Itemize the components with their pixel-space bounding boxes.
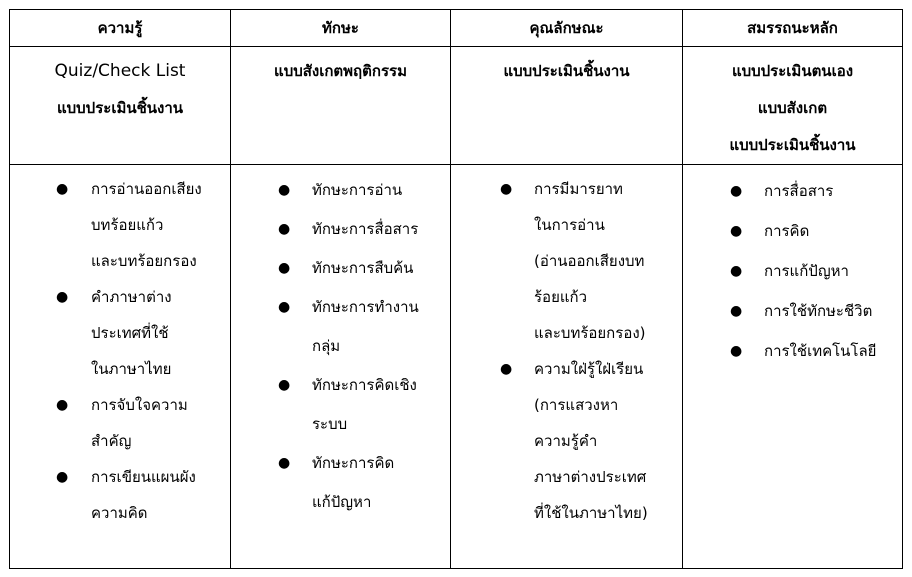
list-item — [231, 171, 450, 210]
method-row — [10, 47, 903, 165]
bullet-icon: ● — [730, 303, 743, 319]
list-item-text: ทักษะการสื่อสาร — [312, 220, 419, 238]
list-item-text: ความใฝ่รู้ใฝ่เรียน — [534, 360, 644, 378]
method-work-assessment: แบบประเมินชิ้นงาน — [56, 99, 184, 117]
bullet-icon: ● — [56, 289, 69, 305]
method-quiz: Quiz/Check List — [54, 61, 186, 81]
header-row — [10, 10, 903, 47]
competencies-list — [683, 171, 902, 371]
list-item — [231, 444, 450, 522]
attributes-cell — [451, 165, 683, 569]
knowledge-list — [10, 171, 230, 531]
list-item-text: บทร้อยแก้ว — [91, 216, 164, 234]
list-item — [10, 387, 230, 459]
list-item-text: การเขียนแผนผัง — [91, 468, 196, 486]
bullet-icon: ● — [278, 455, 291, 471]
list-item-text: ทักษะการคิด — [312, 454, 395, 472]
list-item-text: ทักษะการทำงาน — [312, 298, 419, 316]
bullet-icon: ● — [56, 469, 69, 485]
list-item-text: ภาษาต่างประเทศ — [534, 468, 647, 486]
bullet-icon: ● — [278, 260, 291, 276]
list-item-text: และบทร้อยกรอง — [91, 252, 197, 270]
list-item-text: การแก้ปัญหา — [764, 262, 849, 280]
method-behavior-observation: แบบสังเกตพฤติกรรม — [274, 62, 407, 80]
list-item — [231, 210, 450, 249]
bullet-icon: ● — [278, 221, 291, 237]
list-item-text: (อ่านออกเสียงบท — [534, 252, 645, 270]
list-item-text: ร้อยแก้ว — [534, 288, 588, 306]
bullet-icon: ● — [730, 343, 743, 359]
list-item — [683, 331, 902, 371]
list-item — [10, 459, 230, 531]
header-knowledge: ความรู้ — [10, 10, 231, 47]
list-item-text: ประเทศที่ใช้ — [91, 324, 169, 342]
bullet-icon: ● — [500, 181, 513, 197]
bullet-icon: ● — [278, 377, 291, 393]
content-row — [10, 165, 903, 569]
list-item — [451, 351, 682, 531]
list-item — [683, 211, 902, 251]
list-item-text: ทักษะการสืบค้น — [312, 259, 414, 277]
list-item — [10, 171, 230, 279]
list-item-text: กลุ่ม — [312, 337, 341, 355]
list-item-text: การมีมารยาท — [534, 180, 623, 198]
list-item-text: สำคัญ — [91, 432, 132, 450]
list-item — [683, 291, 902, 331]
list-item — [451, 171, 682, 351]
bullet-icon: ● — [730, 263, 743, 279]
list-item-text: คำภาษาต่าง — [91, 288, 172, 306]
list-item-text: ความรู้คำ — [534, 432, 598, 450]
bullet-icon: ● — [500, 361, 513, 377]
list-item-text: การใช้ทักษะชีวิต — [764, 302, 873, 320]
list-item — [231, 288, 450, 366]
list-item-text: (การแสวงหา — [534, 396, 619, 414]
method-work-assessment: แบบประเมินชิ้นงาน — [503, 62, 630, 80]
header-competencies: สมรรถนะหลัก — [683, 10, 903, 47]
list-item-text: ในการอ่าน — [534, 216, 605, 234]
list-item-text: การคิด — [764, 222, 810, 240]
list-item — [683, 171, 902, 211]
method-self-assessment: แบบประเมินตนเอง — [731, 62, 854, 80]
list-item-text: ทักษะการคิดเชิง — [312, 376, 417, 394]
list-item-text: แก้ปัญหา — [312, 493, 372, 511]
list-item-text: การสื่อสาร — [764, 182, 834, 200]
bullet-icon: ● — [730, 223, 743, 239]
list-item-text: และบทร้อยกรอง) — [534, 324, 646, 342]
list-item-text: ทักษะการอ่าน — [312, 181, 403, 199]
bullet-icon: ● — [278, 182, 291, 198]
list-item-text: ความคิด — [91, 504, 148, 522]
methods-skills — [231, 47, 451, 165]
skills-list — [231, 171, 450, 522]
header-skills: ทักษะ — [231, 10, 451, 47]
list-item-text: ในภาษาไทย — [91, 360, 172, 378]
list-item-text: ระบบ — [312, 415, 348, 433]
methods-competencies — [683, 47, 903, 165]
skills-cell — [231, 165, 451, 569]
list-item-text: ที่ใช้ในภาษาไทย) — [534, 504, 648, 522]
bullet-icon: ● — [56, 181, 69, 197]
list-item-text: การจับใจความ — [91, 396, 188, 414]
list-item — [683, 251, 902, 291]
bullet-icon: ● — [730, 183, 743, 199]
bullet-icon: ● — [56, 397, 69, 413]
method-work-assessment: แบบประเมินชิ้นงาน — [729, 136, 856, 154]
assessment-table — [9, 9, 903, 569]
list-item — [10, 279, 230, 387]
list-item — [231, 249, 450, 288]
method-observation: แบบสังเกต — [757, 99, 828, 117]
attributes-list — [451, 171, 682, 531]
list-item-text: การใช้เทคโนโลยี — [764, 342, 877, 360]
list-item — [231, 366, 450, 444]
knowledge-cell — [10, 165, 231, 569]
header-attributes: คุณลักษณะ — [451, 10, 683, 47]
list-item-text: การอ่านออกเสียง — [91, 180, 202, 198]
methods-attributes — [451, 47, 683, 165]
methods-knowledge — [10, 47, 231, 165]
bullet-icon: ● — [278, 299, 291, 315]
competencies-cell — [683, 165, 903, 569]
